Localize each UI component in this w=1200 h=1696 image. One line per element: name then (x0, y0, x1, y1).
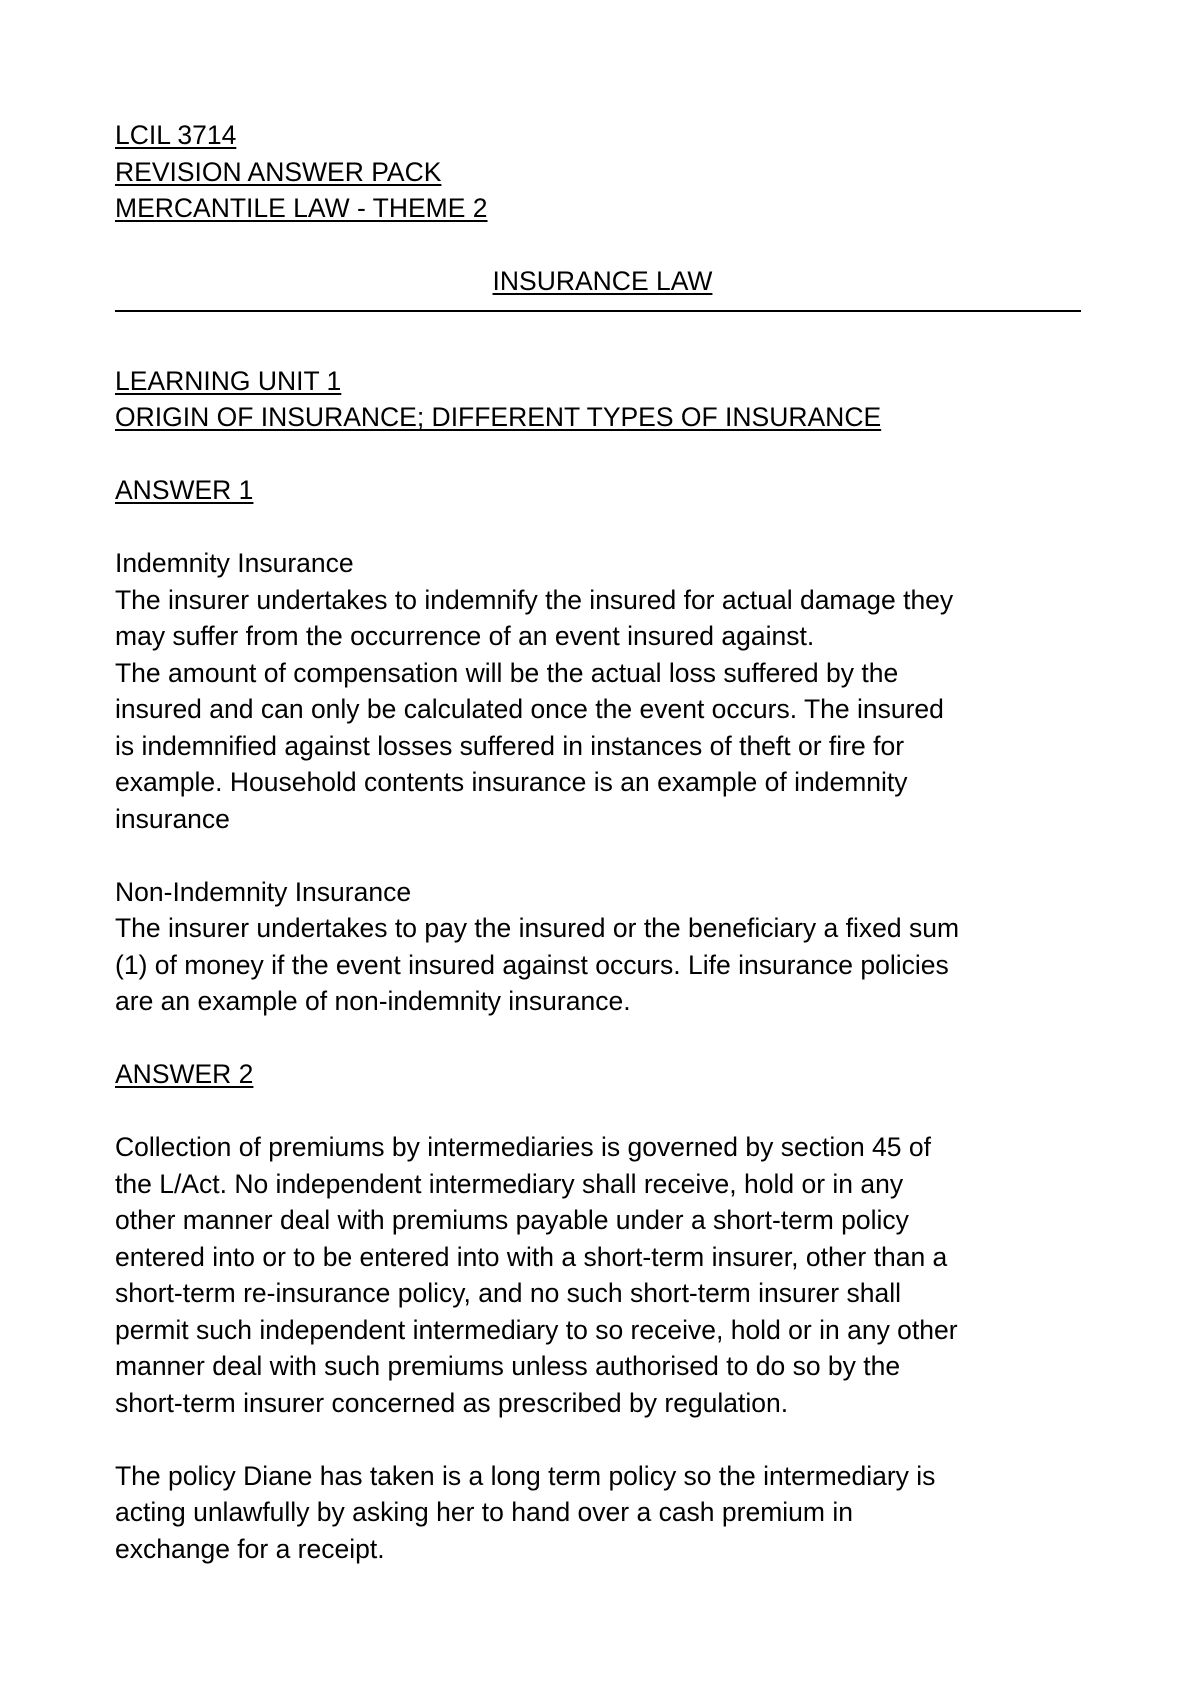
body-line: The amount of compensation will be the actual loss suffered by the (115, 657, 899, 688)
body-line: the L/Act. No independent intermediary shall receive, hold or in any (115, 1168, 904, 1199)
document-content (115, 117, 1090, 1567)
answer-2-heading: ANSWER 2 (115, 1059, 254, 1089)
body-line: is indemnified against losses suffered in instances of theft or fire for (115, 730, 905, 761)
body-line: The policy Diane has taken is a long term policy so the intermediary is (115, 1460, 936, 1491)
spacer (115, 509, 1090, 546)
body-line: Collection of premiums by intermediaries is governed by section 45 of (115, 1132, 932, 1162)
body-line: (1) of money if the event insured against occurs. Life insurance policies (115, 949, 949, 980)
spacer (115, 436, 1090, 473)
body-line: entered into or to be entered into with a short-term insurer, other than a (115, 1241, 948, 1272)
pack-title: REVISION ANSWER PACK (115, 156, 442, 187)
body-line: The insurer undertakes to pay the insured or the beneficiary a fixed sum (115, 913, 960, 943)
theme-title: MERCANTILE LAW - THEME 2 (115, 193, 488, 223)
body-line: The insurer undertakes to indemnify the insured for actual damage they (115, 584, 954, 615)
body-line: short-term re-insurance policy, and no such short-term insurer shall (115, 1278, 901, 1308)
body-line: exchange for a receipt. (115, 1533, 385, 1564)
spacer (115, 1020, 1090, 1057)
body-line: example. Household contents insurance is an example of indemnity (115, 767, 908, 797)
body-line: may suffer from the occurrence of an event insured against. (115, 621, 815, 651)
subject-title: INSURANCE LAW (492, 266, 713, 296)
spacer (115, 227, 1090, 264)
learning-unit-label: LEARNING UNIT 1 (115, 365, 342, 396)
spacer (115, 1421, 1090, 1458)
body-line: permit such independent intermediary to so receive, hold or in any other (115, 1314, 958, 1345)
body-line: other manner deal with premiums payable under a short-term policy (115, 1205, 909, 1235)
learning-unit-title: ORIGIN OF INSURANCE; DIFFERENT TYPES OF INSURANCE (115, 402, 882, 432)
indemnity-title: Indemnity Insurance (115, 548, 354, 578)
body-line: are an example of non-indemnity insurance. (115, 986, 631, 1016)
spacer (115, 837, 1090, 874)
subject-title-wrap (115, 263, 1090, 300)
body-line: short-term insurer concerned as prescribed by regulation. (115, 1387, 789, 1418)
answer-1-heading: ANSWER 1 (115, 475, 254, 505)
course-code: LCIL 3714 (115, 120, 237, 150)
spacer (115, 1093, 1090, 1130)
non-indemnity-title: Non-Indemnity Insurance (115, 876, 412, 907)
body-line: insured and can only be calculated once the event occurs. The insured (115, 694, 944, 724)
body-line: insurance (115, 803, 230, 834)
body-line: acting unlawfully by asking her to hand over a cash premium in (115, 1497, 853, 1527)
body-line: manner deal with such premiums unless authorised to do so by the (115, 1351, 901, 1381)
horizontal-divider (115, 310, 1081, 312)
